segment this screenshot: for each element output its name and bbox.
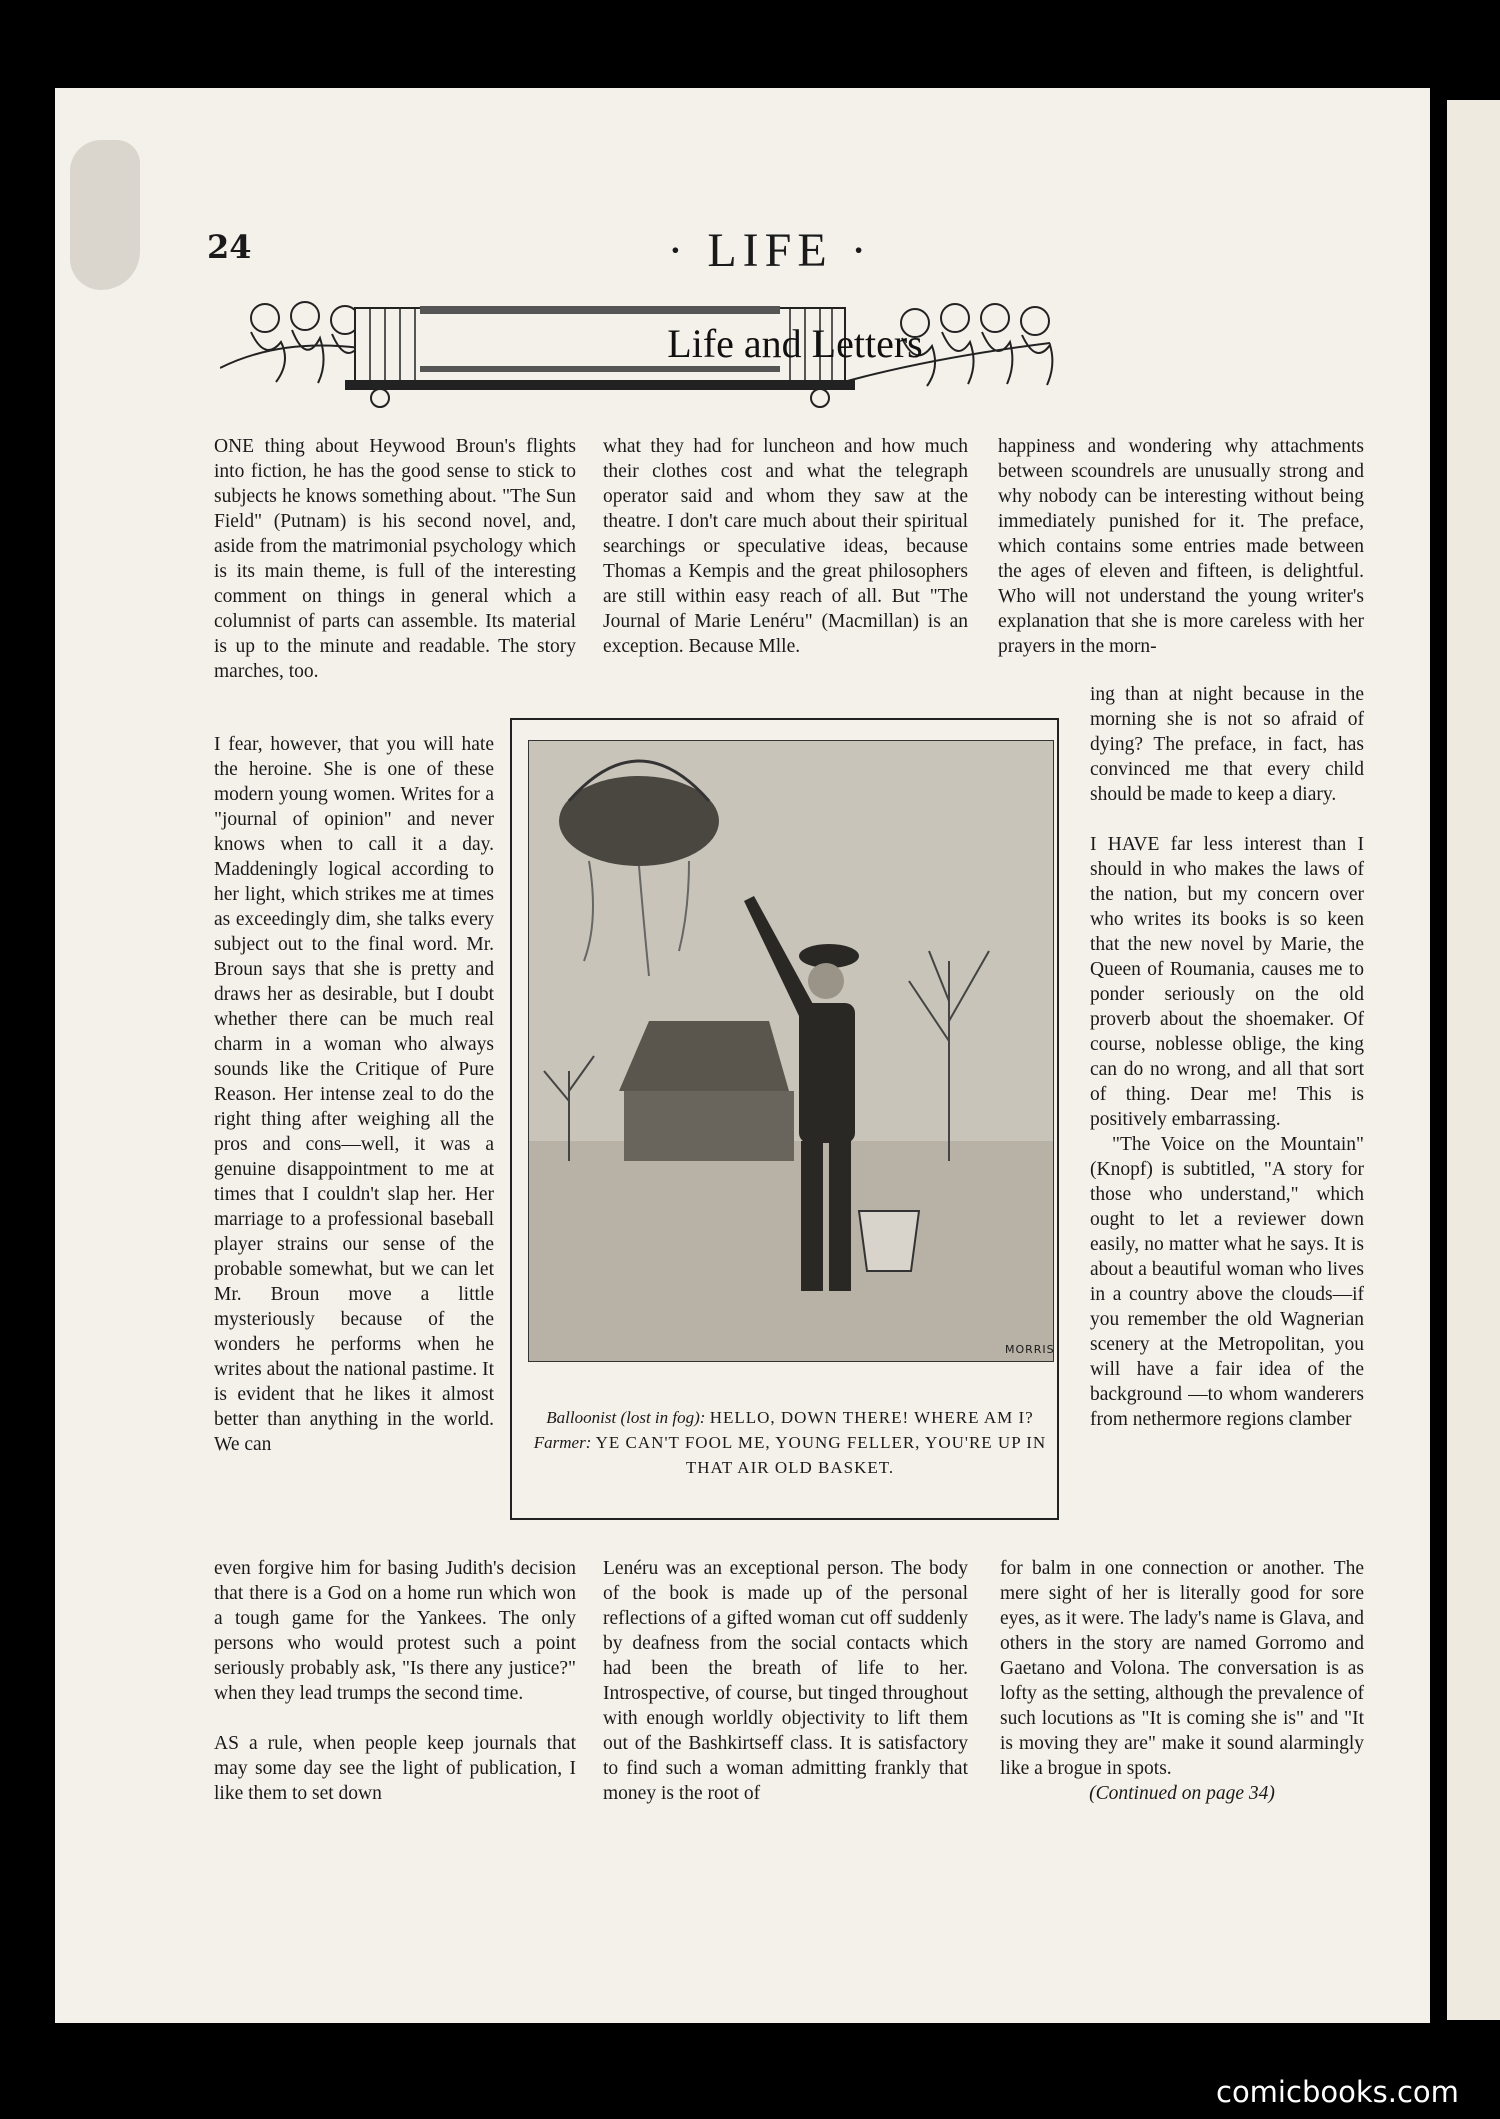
- column-3-bottom: [1000, 1556, 1364, 1806]
- artist-signature: MORRIS: [1005, 1343, 1055, 1356]
- column-1-middle: [214, 732, 494, 1457]
- column-2-bottom: [603, 1556, 968, 1806]
- caption-farmer: [530, 1430, 1050, 1480]
- cartoon-illustration: [528, 740, 1054, 1362]
- paragraph-judith: even forgive him for basing Judith's decision that there is a God on a home run which won a tough game for the Yankees. The only persons who would protest such a point seriously probably ask, "Is there any justice?" when they lead trumps the second time.: [214, 1558, 576, 1704]
- column-2-top: [603, 434, 968, 659]
- paragraph-voice: "The Voice on the Mountain" (Knopf) is subtitled, "A story for those who understand," which ought to let a reviewer down easily, no matter what he says. It is about a beautiful woman who lives in a country above the clouds—if you remember the old Wagnerian scenery at the Metropolitan, you will have a fair idea of the background —to whom wanderers from nethermore regions clamber: [1090, 1134, 1364, 1430]
- continued-note: (Continued on page 34): [1089, 1783, 1275, 1804]
- paragraph-queen: I HAVE far less interest than I should in who makes the laws of the nation, but my concern over who writes its books is so keen that the new novel by Marie, the Queen of Roumania, causes me to ponder seriously on the old proverb about the shoemaker. Of course, noblesse oblige, the king can do no wrong, and all that sort of thing. Dear me! This is positively embarrassing.: [1090, 834, 1364, 1130]
- paragraph-leneru: Lenéru was an exceptional person. The body of the book is made up of the personal reflections of a gifted woman cut off suddenly by deafness from the social contacts which had been the breath of life to her. Introspective, of course, but tinged throughout with enough worldly objectivity to lift them out of the Bashkirtseff class. It is satisfactory to find such a woman admitting frankly that money is the root of: [603, 1558, 968, 1804]
- column-1-bottom: [214, 1556, 576, 1806]
- paper-stain: [70, 140, 140, 290]
- paragraph-diary: ing than at night because in the morning she is not so afraid of dying? The preface, in fact, has convinced me that every child should be made to keep a diary.: [1090, 684, 1364, 805]
- caption-balloonist: [530, 1405, 1050, 1430]
- caption-text-2: YE CAN'T FOOL ME, YOUNG FELLER, YOU'RE UP IN THAT AIR OLD BASKET.: [595, 1433, 1047, 1477]
- paragraph-broun-intro: ONE thing about Heywood Broun's flights into fiction, he has the good sense to stick to subjects he knows something about. "The Sun Field" (Putnam) is his second novel, and, aside from the matrimonial psychology which is its main theme, is full of the interesting comment on things in general which a columnist of parts can assemble. Its material is up to the minute and readable. The story marches, too.: [214, 436, 576, 682]
- facing-page-edge: [1447, 100, 1500, 2020]
- paragraph-luncheon: what they had for luncheon and how much their clothes cost and what the telegraph operator said and whom they saw at the theatre. I don't care much about their spiritual searchings or speculative ideas, because Thomas a Kempis and the great philosophers are still within easy reach of all. But "The Journal of Marie Lenéru" (Macmillan) is an exception. Because Mlle.: [603, 436, 968, 657]
- caption-speaker-2: Farmer:: [533, 1433, 592, 1452]
- paragraph-heroine: I fear, however, that you will hate the heroine. She is one of these modern young women. Writes for a "journal of opinion" and never knows when to call it a day. Maddeningly logical according to her light, which strikes me at times as exceedingly dim, she talks every subject out to the final word. Mr. Broun says that she is pretty and draws her as desirable, but I doubt whether there can be much real charm in a woman who always sounds like the Critique of Pure Reason. Her intense zeal to do the right thing after weighing all the pros and cons—well, it was a genuine disappointment to me at times that I couldn't slap her. Her marriage to a professional baseball player strains our sense of the probable somewhat, but we can let Mr. Broun move a little mysteriously because of the wonders he performs when he writes about the national pastime. It is evident that he likes it almost better than anything in the world. We can: [214, 734, 494, 1455]
- page-number: 24: [207, 228, 252, 266]
- balloon-farmer-drawing: [529, 741, 1053, 1361]
- cartoon-caption: [530, 1405, 1050, 1480]
- column-1-top: [214, 434, 576, 684]
- paragraph-journals: AS a rule, when people keep journals that may some day see the light of publication, I like them to set down: [214, 1733, 576, 1804]
- section-banner: [220, 288, 1340, 418]
- section-title: Life and Letters: [667, 321, 923, 366]
- caption-speaker-1: Balloonist (lost in fog):: [546, 1408, 706, 1427]
- paragraph-glava: for balm in one connection or another. The mere sight of her is literally good for sore eyes, as it were. The lady's name is Glava, and others in the story are named Gorromo and Gaetano and Volona. The conversation is as lofty as the setting, although the prevalence of such locutions as "It is coming she is" and "It is moving they are" make it sound alarmingly like a brogue in spots.: [1000, 1558, 1364, 1779]
- column-3-middle: [1090, 682, 1364, 1432]
- column-3-top: [998, 434, 1364, 659]
- site-watermark: comicbooks.com: [1216, 2075, 1459, 2109]
- masthead: · LIFE ·: [667, 224, 873, 277]
- paragraph-happiness: happiness and wondering why attachments between scoundrels are unusually strong and why nobody can be interesting without being immediately punished for it. The preface, which contains some entries made between the ages of eleven and fifteen, is delightful. Who will not understand the young writer's explanation that she is more careless with her prayers in the morn-: [998, 436, 1364, 657]
- caption-text-1: HELLO, DOWN THERE! WHERE AM I?: [709, 1408, 1034, 1427]
